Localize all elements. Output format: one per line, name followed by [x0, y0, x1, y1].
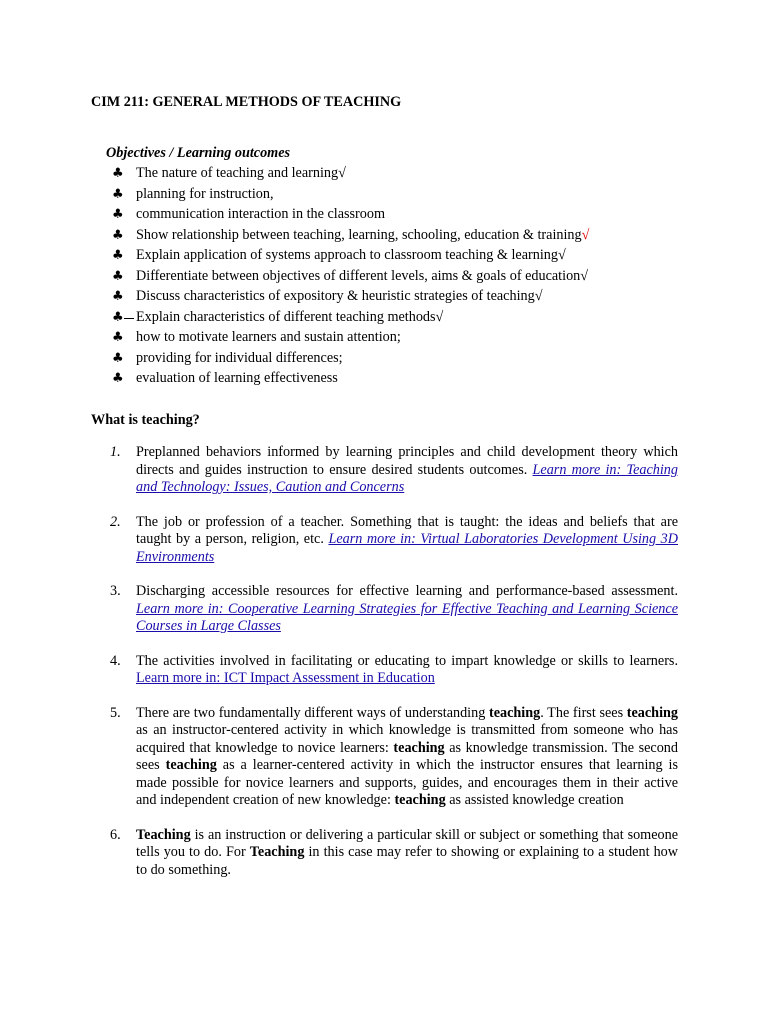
- check-mark: √: [338, 165, 346, 181]
- definition-item: 2. The job or profession of a teacher. Something that is taught: the ideas and beliefs that are taught by a person, religion, etc. Learn more in: Virtual Laboratories Development Using 3D Environments: [110, 513, 678, 565]
- red-check-mark: √: [581, 226, 590, 243]
- club-bullet-icon: ♣: [112, 227, 124, 243]
- objectives-list: [112, 165, 589, 391]
- learn-more-link[interactable]: Learn more in: ICT Impact Assessment in Education: [136, 670, 435, 686]
- objective-item: ♣ Discuss characteristics of expository & heuristic strategies of teaching√: [112, 288, 543, 304]
- check-mark: √: [557, 247, 566, 263]
- learn-more-link[interactable]: Learn more in: Cooperative Learning Strategies for Effective Teaching and Learning Science Courses in Large Classes: [136, 600, 678, 634]
- objective-item: ♣ The nature of teaching and learning√: [112, 165, 346, 181]
- club-bullet-icon: ♣: [112, 186, 124, 202]
- definition-text: Preplanned behaviors informed by learning principles and child development theory which directs and guides instruction to ensure desired students outcomes.: [136, 444, 678, 478]
- objective-item: ♣ Show relationship between teaching, learning, schooling, education & training√: [112, 226, 590, 243]
- club-bullet-icon: ♣: [112, 330, 124, 345]
- definition-item: 1. Preplanned behaviors informed by learning principles and child development theory which directs and guides instruction to ensure desired students outcomes. Learn more in: Teaching and Technology: Issues, Caution and Concerns: [110, 444, 678, 495]
- check-mark: √: [534, 288, 543, 304]
- club-bullet-icon: ♣: [112, 350, 124, 366]
- section-heading: What is teaching?: [91, 412, 200, 428]
- objective-item: ♣ Explain application of systems approach to classroom teaching & learning√: [112, 247, 566, 263]
- objectives-heading: Objectives / Learning outcomes: [106, 145, 291, 161]
- objective-item: ♣ planning for instruction,: [112, 185, 274, 202]
- club-bullet-icon: ♣: [112, 309, 124, 325]
- club-bullet-icon: ♣: [112, 248, 124, 263]
- objective-item: ♣ how to motivate learners and sustain attention;: [112, 329, 401, 345]
- learn-more-link[interactable]: Learn more in: Teaching and Technology: Issues, Caution and Concerns: [136, 461, 678, 495]
- learn-more-link[interactable]: Learn more in: Virtual Laboratories Development Using 3D Environments: [136, 531, 678, 565]
- check-mark: √: [580, 267, 589, 284]
- objective-item: ♣ Explain characteristics of different teaching methods√: [112, 308, 444, 325]
- club-bullet-icon: ♣: [112, 268, 124, 284]
- club-bullet-icon: ♣: [112, 371, 124, 386]
- club-bullet-icon: ♣: [112, 207, 124, 222]
- club-bullet-icon: ♣: [112, 289, 124, 304]
- definitions-list: [110, 444, 678, 879]
- definition-item: 3. Discharging accessible resources for effective learning and performance-based assessment. Learn more in: Cooperative Learning Strategies for Effective Teaching and Learning Science Courses in Large Classes: [110, 583, 678, 634]
- definition-item: 5. There are two fundamentally different ways of understanding teaching. The first sees teaching as an instructor-centered activity in which knowledge is transmitted from someone who has acquired that knowledge to novice learners: teaching as knowledge transmission. The second sees teaching as a learner-centered activity in which the instructor ensures that learning is made possible for novice learners and supports, guides, and encourages them in their active and independent creation of new knowledge: teaching as assisted knowledge creation: [110, 704, 678, 808]
- check-mark: √: [435, 308, 444, 325]
- definition-text: Discharging accessible resources for effective learning and performance-based assessment.: [136, 583, 678, 599]
- objective-item: ♣ evaluation of learning effectiveness: [112, 370, 338, 386]
- objective-item: ♣ communication interaction in the classroom: [112, 206, 386, 222]
- definition-item: 4. The activities involved in facilitating or educating to impart knowledge or skills to learners. Learn more in: ICT Impact Assessment in Education: [110, 652, 678, 686]
- definition-text: The job or profession of a teacher. Something that is taught: the ideas and beliefs that are taught by a person, religion, etc.: [136, 513, 678, 547]
- definition-text: The activities involved in facilitating or educating to impart knowledge or skills to learners.: [136, 652, 678, 669]
- document-title: CIM 211: GENERAL METHODS OF TEACHING: [91, 94, 402, 110]
- club-bullet-icon: ♣: [112, 166, 124, 181]
- objective-item: ♣ providing for individual differences;: [112, 349, 343, 366]
- objective-item: ♣ Differentiate between objectives of different levels, aims & goals of education√: [112, 267, 589, 284]
- definition-item: 6. Teaching is an instruction or delivering a particular skill or subject or something that someone tells you to do. For Teaching in this case may refer to showing or explaining to a student how to do something.: [110, 826, 679, 878]
